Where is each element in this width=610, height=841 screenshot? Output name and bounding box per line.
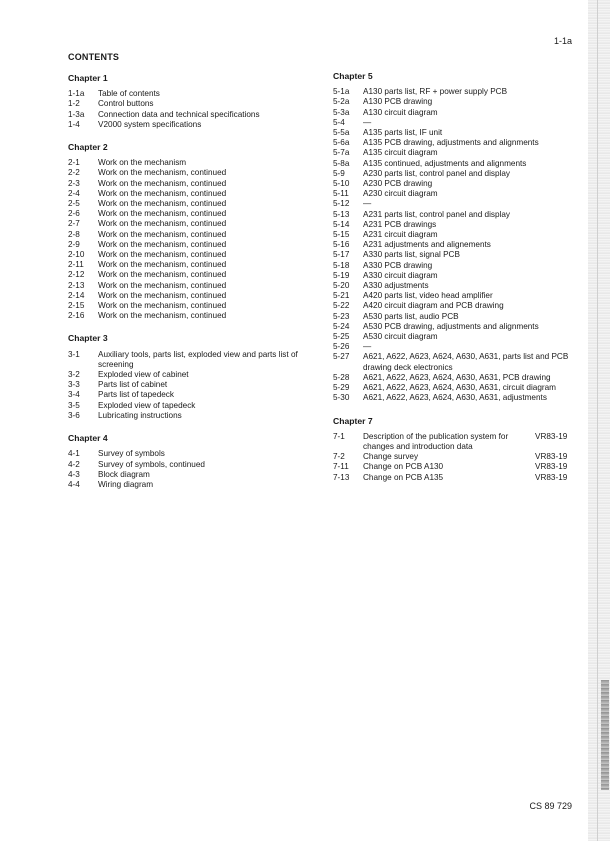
entry-number: 5-5a xyxy=(333,128,350,138)
entry-number: 2-5 xyxy=(68,199,80,209)
toc-entry xyxy=(333,322,573,332)
entry-title: Auxiliary tools, parts list, exploded view and parts list of screening xyxy=(98,349,298,369)
toc-entry xyxy=(68,350,318,370)
toc-entry xyxy=(68,179,318,189)
entry-title: Work on the mechanism, continued xyxy=(98,311,227,321)
toc-entry xyxy=(68,219,318,229)
entry-title: A330 parts list, signal PCB xyxy=(363,250,460,260)
entry-title: Work on the mechanism, continued xyxy=(98,239,227,249)
toc-entry xyxy=(333,87,573,97)
entry-title: Change survey xyxy=(363,452,419,462)
entry-number: 5-12 xyxy=(333,199,350,209)
chapter-heading: Chapter 4 xyxy=(68,433,108,444)
toc-entry xyxy=(333,108,573,118)
entry-number: 5-1a xyxy=(333,87,350,97)
entry-number: 5-6a xyxy=(333,138,350,148)
toc-entry xyxy=(333,271,573,281)
entry-title: A420 parts list, video head amplifier xyxy=(363,291,493,301)
entry-title: A130 PCB drawing xyxy=(363,97,433,107)
toc-entry xyxy=(333,393,573,403)
toc-entry xyxy=(68,230,318,240)
toc-entry xyxy=(333,169,573,179)
entry-number: 5-4 xyxy=(333,117,345,127)
entry-title: A231 parts list, control panel and display xyxy=(363,209,511,219)
chapter-1-section xyxy=(68,73,318,130)
toc-entry xyxy=(333,261,573,271)
entry-title: A231 PCB drawings xyxy=(363,219,437,229)
entry-number: 5-22 xyxy=(333,301,350,311)
entry-title: A330 adjustments xyxy=(363,281,429,291)
toc-entry xyxy=(333,250,573,260)
toc-entry xyxy=(333,199,573,209)
toc-entry xyxy=(333,128,573,138)
entry-title: A130 parts list, RF + power supply PCB xyxy=(363,87,508,97)
entry-number: 2-10 xyxy=(68,250,85,260)
toc-entry xyxy=(333,373,573,383)
toc-entry xyxy=(68,281,318,291)
entry-title: Exploded view of cabinet xyxy=(98,370,189,380)
entry-number: 5-8a xyxy=(333,158,350,168)
toc-entry xyxy=(68,250,318,260)
entry-number: 2-2 xyxy=(68,168,80,178)
entry-number: 5-7a xyxy=(333,148,350,158)
entry-number: 2-14 xyxy=(68,290,85,300)
entry-title: A330 PCB drawing xyxy=(363,260,433,270)
toc-entry xyxy=(68,449,318,459)
page-number: 1-1a xyxy=(553,36,572,46)
toc-entry xyxy=(68,260,318,270)
contents-left-column xyxy=(68,73,318,502)
entry-title: Table of contents xyxy=(98,89,160,99)
entry-number: 5-27 xyxy=(333,352,350,362)
toc-entry xyxy=(333,342,573,352)
entry-title: Survey of symbols, continued xyxy=(98,459,205,469)
entry-title: Work on the mechanism, continued xyxy=(98,209,227,219)
toc-entry xyxy=(333,473,573,483)
entry-number: 2-15 xyxy=(68,301,85,311)
chapter-3-section xyxy=(68,333,318,421)
entry-title: Work on the mechanism, continued xyxy=(98,229,227,239)
entry-title: Block diagram xyxy=(98,469,150,479)
entry-title: Wiring diagram xyxy=(98,479,154,489)
entry-number: 2-6 xyxy=(68,209,80,219)
entry-title: A130 circuit diagram xyxy=(363,107,438,117)
toc-entry xyxy=(333,240,573,250)
entry-number: 5-16 xyxy=(333,240,350,250)
toc-entry xyxy=(333,281,573,291)
entry-number: 5-30 xyxy=(333,393,350,403)
entry-title: — xyxy=(363,342,372,352)
entry-number: 2-13 xyxy=(68,280,85,290)
toc-entry xyxy=(333,159,573,169)
entry-number: 3-3 xyxy=(68,380,80,390)
entry-number: 2-11 xyxy=(68,260,84,270)
entry-title: A530 circuit diagram xyxy=(363,332,438,342)
entry-number: 2-3 xyxy=(68,178,80,188)
chapter-heading: Chapter 1 xyxy=(68,73,108,83)
entry-number: 3-2 xyxy=(68,370,80,380)
entry-title: V2000 system specifications xyxy=(98,119,202,129)
entry-title: Work on the mechanism, continued xyxy=(98,301,227,311)
entry-reference: VR83-19 xyxy=(535,462,568,472)
toc-entry xyxy=(333,291,573,301)
toc-entry xyxy=(68,270,318,280)
entry-number: 4-2 xyxy=(68,459,80,469)
entry-title: — xyxy=(363,117,372,127)
toc-entry xyxy=(68,110,318,120)
entry-title: Lubricating instructions xyxy=(98,410,182,420)
entry-number: 5-13 xyxy=(333,209,350,219)
toc-entry xyxy=(333,452,573,462)
entry-title: A330 circuit diagram xyxy=(363,270,438,280)
entry-number: 5-17 xyxy=(333,250,350,260)
entry-number: 5-18 xyxy=(333,260,350,270)
entry-reference: VR83-19 xyxy=(535,452,568,462)
document-code: CS 89 729 xyxy=(529,801,572,811)
entry-title: Change on PCB A130 xyxy=(363,462,444,472)
entry-title: A621, A622, A623, A624, A630, A631, parts list and PCB drawing deck electronics xyxy=(363,352,569,372)
entry-title: Work on the mechanism, continued xyxy=(98,290,227,300)
toc-entry xyxy=(333,220,573,230)
toc-entry xyxy=(68,168,318,178)
chapter-heading: Chapter 2 xyxy=(68,142,108,153)
toc-entry xyxy=(333,179,573,189)
entry-number: 3-1 xyxy=(68,349,80,359)
entry-number: 2-8 xyxy=(68,229,80,239)
toc-entry xyxy=(333,189,573,199)
chapter-heading: Chapter 5 xyxy=(333,71,373,81)
entry-number: 2-9 xyxy=(68,239,80,249)
entry-title: Survey of symbols xyxy=(98,449,165,459)
toc-entry xyxy=(333,352,573,372)
entry-number: 5-9 xyxy=(333,168,345,178)
entry-title: Work on the mechanism, continued xyxy=(98,199,227,209)
entry-number: 2-16 xyxy=(68,311,85,321)
toc-entry xyxy=(68,380,318,390)
entry-title: Connection data and technical specifications xyxy=(98,109,260,119)
entry-number: 4-4 xyxy=(68,479,80,489)
entry-title: Work on the mechanism, continued xyxy=(98,168,227,178)
entry-number: 5-14 xyxy=(333,219,350,229)
contents-right-column xyxy=(333,71,573,495)
toc-entry xyxy=(68,370,318,380)
chapter-5-section xyxy=(333,71,573,404)
chapter-4-section xyxy=(68,433,318,490)
entry-title: A231 circuit diagram xyxy=(363,230,438,240)
entry-title: A135 continued, adjustments and alignments xyxy=(363,158,527,168)
entry-number: 5-23 xyxy=(333,311,350,321)
entry-number: 2-4 xyxy=(68,188,80,198)
entry-number: 7-11 xyxy=(333,462,349,472)
toc-entry xyxy=(333,230,573,240)
toc-entry xyxy=(68,89,318,99)
entry-title: A530 parts list, audio PCB xyxy=(363,311,459,321)
toc-entry xyxy=(68,301,318,311)
chapter-2-section xyxy=(68,142,318,321)
entry-title: Work on the mechanism xyxy=(98,158,187,168)
scan-edge-line xyxy=(597,0,598,841)
entry-number: 4-3 xyxy=(68,469,80,479)
scan-artifact xyxy=(601,680,609,790)
toc-entry xyxy=(333,332,573,342)
toc-entry xyxy=(68,411,318,421)
toc-entry xyxy=(68,99,318,109)
entry-number: 7-2 xyxy=(333,452,345,462)
chapter-7-section xyxy=(333,416,573,483)
entry-title: A135 parts list, IF unit xyxy=(363,128,443,138)
entry-number: 2-7 xyxy=(68,219,80,229)
entry-number: 2-12 xyxy=(68,270,85,280)
entry-title: — xyxy=(363,199,372,209)
entry-number: 7-1 xyxy=(333,431,345,441)
entry-number: 3-6 xyxy=(68,410,80,420)
entry-number: 5-3a xyxy=(333,107,350,117)
entry-title: Work on the mechanism, continued xyxy=(98,270,227,280)
toc-entry xyxy=(68,401,318,411)
entry-title: Exploded view of tapedeck xyxy=(98,400,196,410)
chapter-heading: Chapter 3 xyxy=(68,333,108,344)
toc-entry xyxy=(68,199,318,209)
entry-reference: VR83-19 xyxy=(535,431,568,441)
entry-number: 5-11 xyxy=(333,189,349,199)
entry-number: 7-13 xyxy=(333,472,350,482)
toc-entry xyxy=(333,312,573,322)
entry-title: A231 adjustments and alignements xyxy=(363,240,491,250)
entry-number: 2-1 xyxy=(68,158,80,168)
entry-number: 5-2a xyxy=(333,97,350,107)
toc-entry xyxy=(68,470,318,480)
entry-title: A420 circuit diagram and PCB drawing xyxy=(363,301,504,311)
toc-entry xyxy=(68,390,318,400)
entry-title: Change on PCB A135 xyxy=(363,472,444,482)
entry-number: 5-10 xyxy=(333,179,350,189)
toc-entry xyxy=(333,210,573,220)
toc-entry xyxy=(333,462,573,472)
toc-entry xyxy=(68,311,318,321)
toc-entry xyxy=(68,480,318,490)
entry-title: Parts list of cabinet xyxy=(98,380,168,390)
entry-title: A230 PCB drawing xyxy=(363,179,433,189)
entry-title: Work on the mechanism, continued xyxy=(98,219,227,229)
entry-title: Control buttons xyxy=(98,99,154,109)
entry-title: A230 parts list, control panel and display xyxy=(363,168,511,178)
entry-title: Work on the mechanism, continued xyxy=(98,178,227,188)
entry-number: 3-4 xyxy=(68,390,80,400)
entry-title: A135 circuit diagram xyxy=(363,148,438,158)
entry-title: A621, A622, A623, A624, A630, A631, circuit diagram xyxy=(363,383,556,393)
entry-number: 5-15 xyxy=(333,230,350,240)
toc-entry xyxy=(333,432,573,452)
entry-number: 5-25 xyxy=(333,332,350,342)
toc-entry xyxy=(333,138,573,148)
toc-entry xyxy=(68,291,318,301)
entry-number: 5-29 xyxy=(333,383,350,393)
entry-title: Work on the mechanism, continued xyxy=(98,188,227,198)
entry-title: Description of the publication system for changes and introduction data xyxy=(363,431,509,451)
toc-entry xyxy=(68,189,318,199)
entry-reference: VR83-19 xyxy=(535,472,568,482)
chapter-heading: Chapter 7 xyxy=(333,415,373,426)
toc-entry xyxy=(333,148,573,158)
toc-entry xyxy=(68,240,318,250)
entry-title: A230 circuit diagram xyxy=(363,189,438,199)
entry-title: A135 PCB drawing, adjustments and alignments xyxy=(363,138,539,148)
entry-title: Work on the mechanism, continued xyxy=(98,260,227,270)
entry-number: 1-4 xyxy=(68,119,80,129)
toc-entry xyxy=(68,209,318,219)
toc-entry xyxy=(333,118,573,128)
entry-title: Work on the mechanism, continued xyxy=(98,250,227,260)
entry-number: 5-28 xyxy=(333,372,350,382)
toc-entry xyxy=(333,383,573,393)
entry-number: 1-2 xyxy=(68,99,80,109)
entry-title: A621, A622, A623, A624, A630, A631, PCB drawing xyxy=(363,372,551,382)
entry-title: A530 PCB drawing, adjustments and alignments xyxy=(363,321,539,331)
entry-number: 4-1 xyxy=(68,449,80,459)
entry-number: 5-24 xyxy=(333,321,350,331)
entry-number: 1-3a xyxy=(68,109,85,119)
toc-entry xyxy=(333,97,573,107)
entry-number: 5-19 xyxy=(333,270,350,280)
entry-number: 5-21 xyxy=(333,291,350,301)
page-title: CONTENTS xyxy=(68,52,120,62)
toc-entry xyxy=(68,120,318,130)
entry-number: 3-5 xyxy=(68,400,80,410)
toc-entry xyxy=(68,158,318,168)
entry-number: 1-1a xyxy=(68,89,85,99)
toc-entry xyxy=(68,460,318,470)
toc-entry xyxy=(333,301,573,311)
entry-title: A621, A622, A623, A624, A630, A631, adjustments xyxy=(363,393,547,403)
entry-title: Work on the mechanism, continued xyxy=(98,280,227,290)
entry-number: 5-20 xyxy=(333,281,350,291)
entry-title: Parts list of tapedeck xyxy=(98,390,174,400)
entry-number: 5-26 xyxy=(333,342,350,352)
